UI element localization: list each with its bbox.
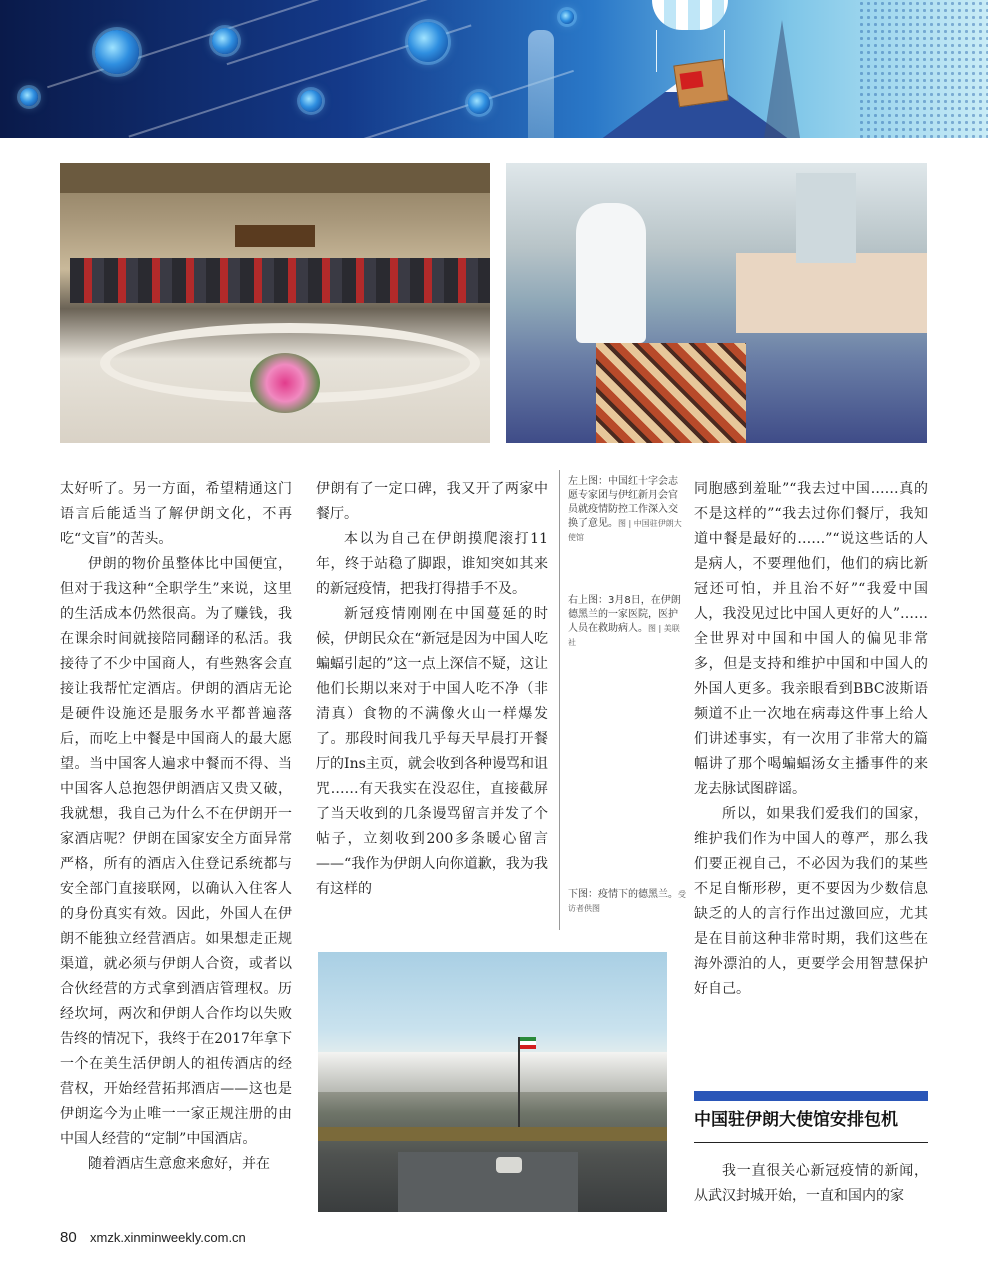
paragraph: 同胞感到羞耻”“我去过中国……真的不是这样的”“我去过你们餐厅，我知道中餐是最好的……”“说这些话的人是病人，不要理他们，他们的病比新冠还可怕，并且治不好”“我爱中国人，我没见过比中国人更好的人”……全世界对中国和中国人的偏见非常多，但是支持和维护中国和中国人的外国人更多。我亲眼看到BBC波斯语频道不止一次地在病毒这件事上给人们讲述事实，有一次用了非常大的篇幅讲了那个喝蝙蝠汤女主播事件的来龙去脉试图辟谣。 (694, 481, 928, 797)
eiffel-tower-icon (764, 20, 800, 138)
virus-icon (408, 22, 448, 62)
statue-of-liberty-icon (528, 30, 554, 138)
world-map-dots (858, 0, 988, 138)
hospital-ward-photo (506, 163, 927, 443)
parachute-icon (652, 0, 728, 30)
caption-text: 右上图：3月8日，在伊朗德黑兰的一家医院，医护人员在救助病人。 (568, 595, 681, 634)
paragraph: 新冠疫情刚刚在中国蔓延的时候，伊朗民众在“新冠是因为中国人吃蝙蝠引起的”这一点上深信不疑，这让他们长期以来对于中国人吃不净（非清真）食物的不满像火山一样爆发了。那段时间我几乎每天早晨打开餐厅的Ins主页，就会收到各种谩骂和诅咒……有天我实在没忍住，直接截屏了当天收到的几条谩骂留言并发了个帖子，立刻收到200多条暖心留言——“我作为伊朗人向你道歉，我为我有这样的 (316, 606, 548, 897)
virus-icon (300, 90, 322, 112)
virus-icon (468, 92, 490, 114)
paragraph: 伊朗的物价虽整体比中国便宜，但对于我这种“全职学生”来说，这里的生活成本仍然很高。为了赚钱，我在课余时间就接陪同翻译的私活。我接待了不少中国商人，有些熟客会直接让我帮忙定酒店。伊朗的酒店无论是硬件设施还是服务水平都普遍落后，而吃上中餐是中国商人的最大愿望。当中国客人遍求中餐而不得、当中国客人总抱怨伊朗酒店又贵又破，我就想，我自己为什么不在伊朗开一家酒店呢？伊朗在国家安全方面异常严格，所有的酒店入住登记系统都与安全部门直接联网，以确认入住客人的身份真实有效。因此，外国人在伊朗不能独立经营酒店。如果想走正规渠道，就必须与伊朗人合资，或者以合伙经营的方式拿到酒店管理权。历经坎坷，两次和伊朗人合作均以失败告终的情况下，我终于在2017年拿下一个在美生活伊朗人的祖传酒店的经营权，开始经营拓邦酒店——这也是伊朗迄今为止唯一一家正规注册的由中国人经营的“定制”中国酒店。 (60, 556, 292, 1147)
caption-top-right (568, 594, 686, 650)
paragraph: 太好听了。另一方面，希望精通这门语言后能适当了解伊朗文化，不再吃“文盲”的苦头。 (60, 481, 292, 547)
caption-text: 左上图：中国红十字会志愿专家团与伊红新月会官员就疫情防控工作深入交换了意见。 (568, 476, 678, 529)
virus-icon (212, 28, 238, 54)
photo-credit: 图 | 美联社 (568, 624, 680, 647)
virus-icon (560, 10, 574, 24)
photo-credit: 图 | 中国驻伊朗大使馆 (568, 519, 682, 542)
china-flag-icon (680, 71, 704, 90)
paragraph: 所以，如果我们爱我们的国家，维护我们作为中国人的尊严，那么我们要正视自己，不必因为我们的某些不足自惭形秽，更不要因为少数信息缺乏的人的言行作出过激回应，尤其是在目前这种非常时期，我们这些在海外漂泊的人，更要学会用智慧保护好自己。 (694, 806, 928, 997)
column-divider (559, 470, 560, 930)
website-url[interactable]: xmzk.xinminweekly.com.cn (90, 1230, 246, 1245)
section-heading-rule (694, 1142, 928, 1143)
paragraph: 本以为自己在伊朗摸爬滚打11年，终于站稳了脚跟，谁知突如其来的新冠疫情，把我打得措手不及。 (316, 531, 548, 597)
paragraph: 我一直很关心新冠疫情的新闻，从武汉封城开始，一直和国内的家 (694, 1163, 928, 1204)
meeting-room-photo (60, 163, 490, 443)
header-banner (0, 0, 988, 138)
highway-photo (318, 952, 667, 1212)
caption-bottom (568, 888, 686, 916)
column-2 (316, 477, 548, 902)
caption-text: 下图：疫情下的德黑兰。 (568, 889, 678, 900)
paragraph: 随着酒店生意愈来愈好，并在 (88, 1156, 270, 1172)
virus-icon (95, 30, 139, 74)
virus-icon (20, 88, 38, 106)
section-heading-bar (694, 1091, 928, 1101)
page-number: 80 (60, 1229, 77, 1246)
photo-credit: 受访者供图 (568, 890, 686, 913)
column-3 (694, 477, 928, 1002)
section-heading: 中国驻伊朗大使馆安排包机 (694, 1110, 898, 1130)
paragraph: 伊朗有了一定口碑，我又开了两家中餐厅。 (316, 481, 548, 522)
aid-package-icon (673, 59, 728, 108)
column-1 (60, 477, 292, 1177)
caption-top-left (568, 475, 686, 545)
column-3-continued (694, 1159, 928, 1209)
